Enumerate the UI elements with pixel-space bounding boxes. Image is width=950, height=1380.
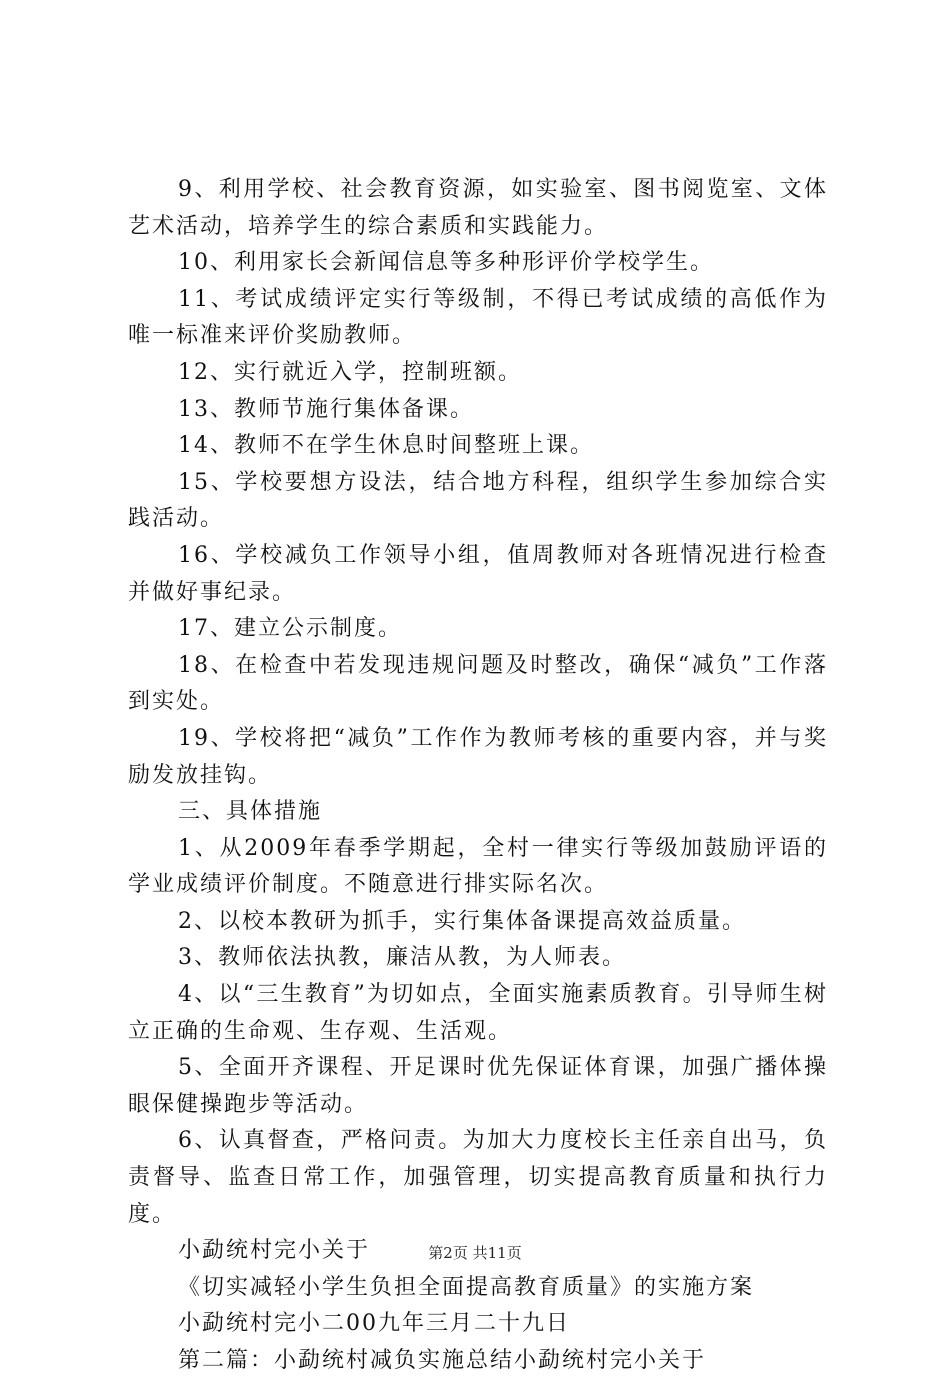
paragraph: 19、学校将把“减负”工作作为教师考核的重要内容，并与奖励发放挂钩。 [128,725,828,788]
section-heading: 三、具体措施 [178,799,323,825]
paragraph: 17、建立公示制度。 [178,616,402,642]
paragraph: 2、以校本教研为抓手，实行集体备课提高效益质量。 [178,908,746,934]
page-number-footer: 第2页 共11页 [428,1244,522,1262]
paragraph: 14、教师不在学生休息时间整班上课。 [178,433,594,459]
document-body [128,172,828,1380]
paragraph: 16、学校减负工作领导小组，值周教师对各班情况进行检查并做好事纪录。 [128,542,828,605]
paragraph: 10、利用家长会新闻信息等多种形评价学校学生。 [178,250,714,276]
paragraph: 5、全面开齐课程、开足课时优先保证体育课，加强广播体操眼保健操跑步等活动。 [128,1055,828,1117]
paragraph: 15、学校要想方设法，结合地方科程，组织学生参加综合实践活动。 [128,469,828,532]
paragraph: 9、利用学校、社会教育资源，如实验室、图书阅览室、文体艺术活动，培养学生的综合素质和实践能力。 [128,177,828,239]
paragraph: 6、认真督查，严格问责。为加大力度校长主任亲自出马，负责督导、监查日常工作，加强管理，切实提高教育质量和执行力度。 [128,1128,828,1227]
paragraph: 13、教师节施行集体备课。 [178,396,474,422]
paragraph: 11、考试成绩评定实行等级制，不得已考试成绩的高低作为唯一标准来评价奖励教师。 [128,286,828,349]
paragraph: 12、实行就近入学，控制班额。 [178,359,522,385]
paragraph: 《切实减轻小学生负担全面提高教育质量》的实施方案 [178,1274,755,1300]
paragraph: 第二篇：小勐统村减负实施总结小勐统村完小关于 [178,1348,707,1373]
paragraph: 18、在检查中若发现违规问题及时整改，确保“减负”工作落到实处。 [128,652,828,715]
paragraph: 小勐统村完小关于 [178,1238,371,1264]
paragraph: 3、教师依法执教，廉洁从教，为人师表。 [178,945,626,971]
paragraph: 4、以“三生教育”为切如点，全面实施素质教育。引导师生树立正确的生命观、生存观、生活观。 [128,982,828,1044]
paragraph: 小勐统村完小二00九年三月二十九日 [178,1311,570,1337]
paragraph: 1、从2009年春季学期起，全村一律实行等级加鼓励评语的学业成绩评价制度。不随意进行排实际名次。 [128,835,828,898]
